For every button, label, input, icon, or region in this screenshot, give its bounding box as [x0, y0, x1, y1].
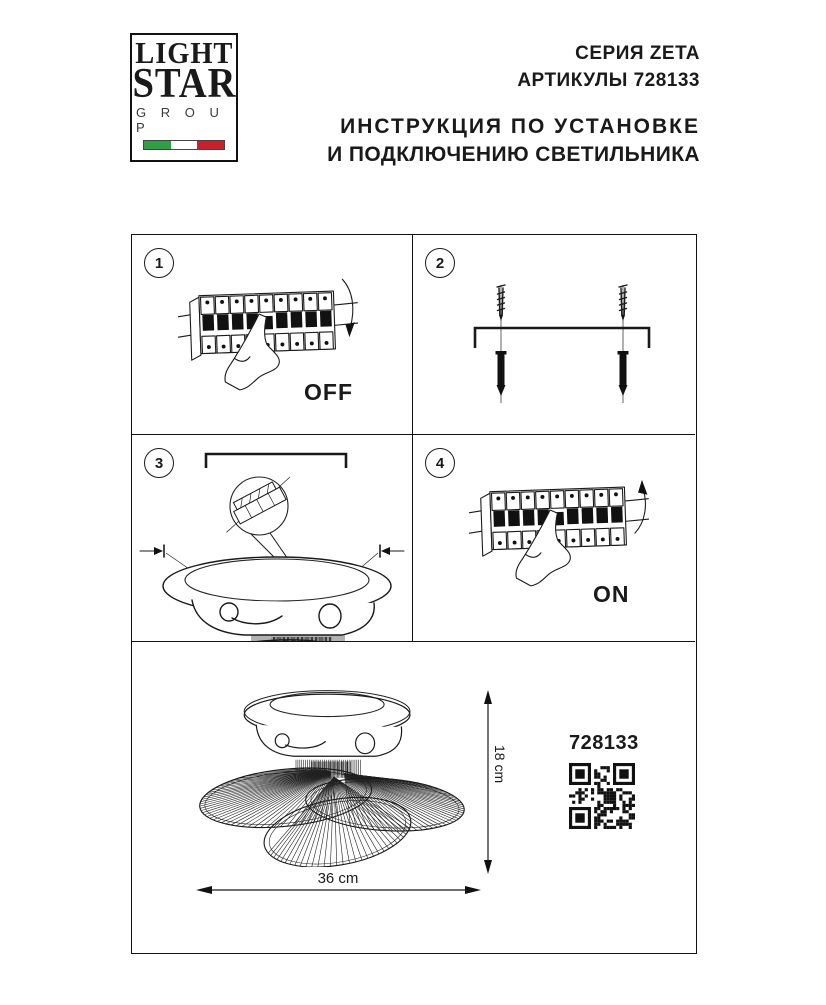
article-number: АРТИКУЛЫ 728133 — [517, 70, 700, 91]
ceiling-mount-illustration — [132, 435, 413, 642]
flag-white — [171, 141, 198, 149]
qr-code — [569, 763, 635, 829]
off-label: OFF — [304, 379, 353, 405]
dimension-panel — [132, 642, 695, 952]
step-panel-3 — [132, 435, 413, 642]
step-panel-4 — [413, 435, 695, 642]
series-title: СЕРИЯ ZETA — [575, 43, 700, 64]
lightstar-logo — [130, 33, 238, 162]
step-number: 1 — [154, 254, 164, 272]
instruction-grid — [131, 234, 697, 954]
logo-light-text: LIGHT — [134, 35, 234, 70]
height-dimension: 18 cm — [492, 745, 508, 784]
step-number: 4 — [435, 454, 445, 472]
terminal-block-detail — [216, 474, 299, 533]
flag-red — [197, 141, 224, 149]
step-panel-1 — [132, 235, 413, 435]
instruction-title — [327, 113, 700, 169]
step-number: 2 — [435, 254, 445, 272]
flag-green — [144, 141, 171, 149]
instruction-title-line1: ИНСТРУКЦИЯ ПО УСТАНОВКЕ — [340, 115, 700, 138]
height-dimension-arrow — [484, 690, 492, 874]
instruction-title-line2: И ПОДКЛЮЧЕНИЮ СВЕТИЛЬНИКА — [327, 143, 700, 166]
step-number: 3 — [154, 454, 164, 472]
article-code: 728133 — [569, 732, 639, 754]
on-label: ON — [593, 581, 630, 607]
logo-star-text: STAR — [132, 61, 236, 107]
series-header — [517, 40, 700, 94]
italian-flag-bar — [143, 140, 225, 150]
mounting-bracket-illustration — [413, 235, 695, 435]
step-number-badge — [425, 448, 455, 478]
step-panel-2 — [413, 235, 695, 435]
width-dimension-arrow — [196, 886, 481, 894]
width-dimension: 36 cm — [317, 870, 359, 887]
logo-group-text: G R O U P — [136, 105, 225, 135]
step-number-badge — [144, 248, 174, 278]
